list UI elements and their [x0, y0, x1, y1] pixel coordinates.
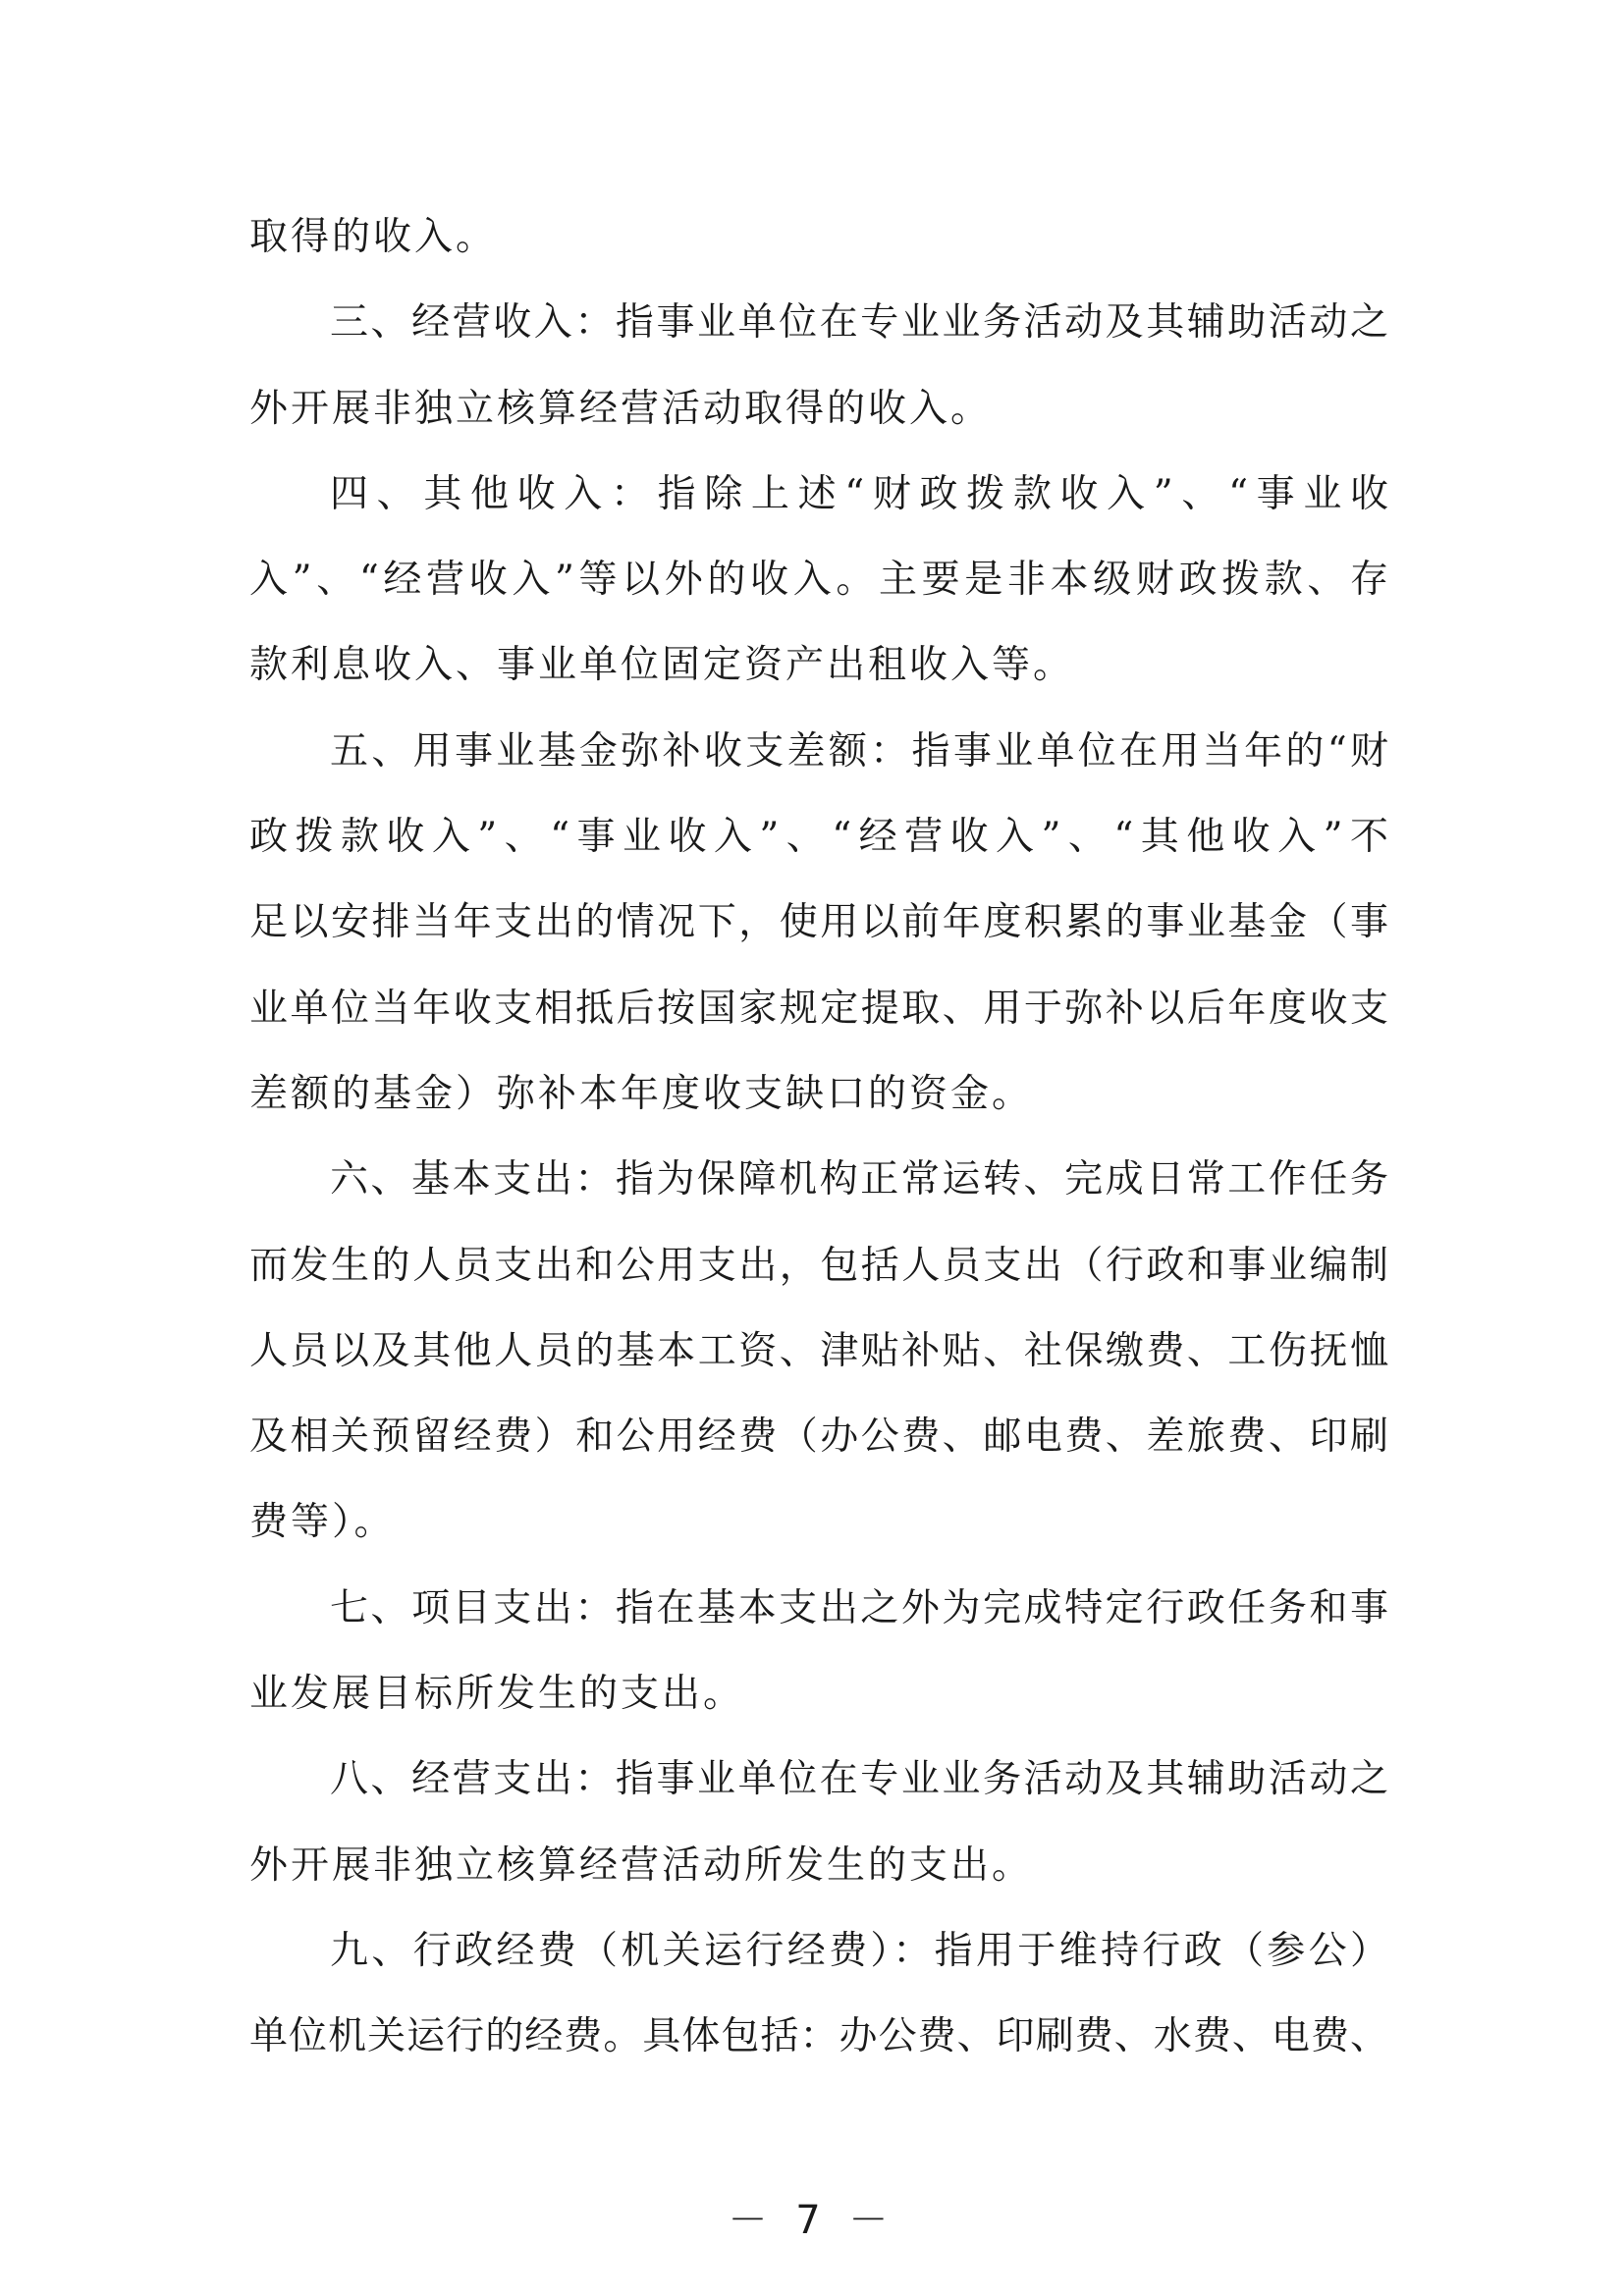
text-line: 而发生的人员支出和公用支出，包括人员支出（行政和事业编制 [249, 1243, 1388, 1288]
text-line: 费等）。 [249, 1500, 396, 1545]
text-line: 七、项目支出：指在基本支出之外为完成特定行政任务和事 [330, 1585, 1388, 1630]
text-line: 九、行政经费（机关运行经费）：指用于维持行政（参公） [330, 1928, 1388, 1973]
text-line: 五、用事业基金弥补收支差额：指事业单位在用当年的“财 [330, 728, 1388, 774]
text-line: 款利息收入、事业单位固定资产出租收入等。 [249, 643, 1075, 688]
text-line: 三、经营收入：指事业单位在专业业务活动及其辅助活动之 [330, 300, 1388, 346]
text-line: 八、经营支出：指事业单位在专业业务活动及其辅助活动之 [330, 1757, 1388, 1802]
text-line: 外开展非独立核算经营活动取得的收入。 [249, 386, 993, 431]
text-line: 政拨款收入”、“事业收入”、“经营收入”、“其他收入”不 [249, 815, 1388, 860]
text-line: 及相关预留经费）和公用经费（办公费、邮电费、差旅费、印刷 [249, 1415, 1388, 1460]
text-line: 业发展目标所发生的支出。 [249, 1672, 745, 1717]
text-line: 入”、“经营收入”等以外的收入。主要是非本级财政拨款、存 [249, 558, 1388, 603]
text-line: 足以安排当年支出的情况下，使用以前年度积累的事业基金（事 [249, 900, 1388, 945]
text-line: 取得的收入。 [249, 215, 498, 259]
page-number: － 7 － [728, 2198, 896, 2243]
text-line: 单位机关运行的经费。具体包括：办公费、印刷费、水费、电费、 [249, 2014, 1388, 2059]
text-line: 外开展非独立核算经营活动所发生的支出。 [249, 1842, 1034, 1888]
text-line: 人员以及其他人员的基本工资、津贴补贴、社保缴费、工伤抚恤 [249, 1328, 1388, 1373]
text-line: 六、基本支出：指为保障机构正常运转、完成日常工作任务 [330, 1157, 1388, 1202]
document-body [249, 194, 1388, 2080]
text-line: 业单位当年收支相抵后按国家规定提取、用于弥补以后年度收支 [249, 986, 1388, 1031]
text-line: 四、其他收入：指除上述“财政拨款收入”、“事业收 [330, 471, 1388, 516]
text-line: 差额的基金）弥补本年度收支缺口的资金。 [249, 1071, 1034, 1116]
